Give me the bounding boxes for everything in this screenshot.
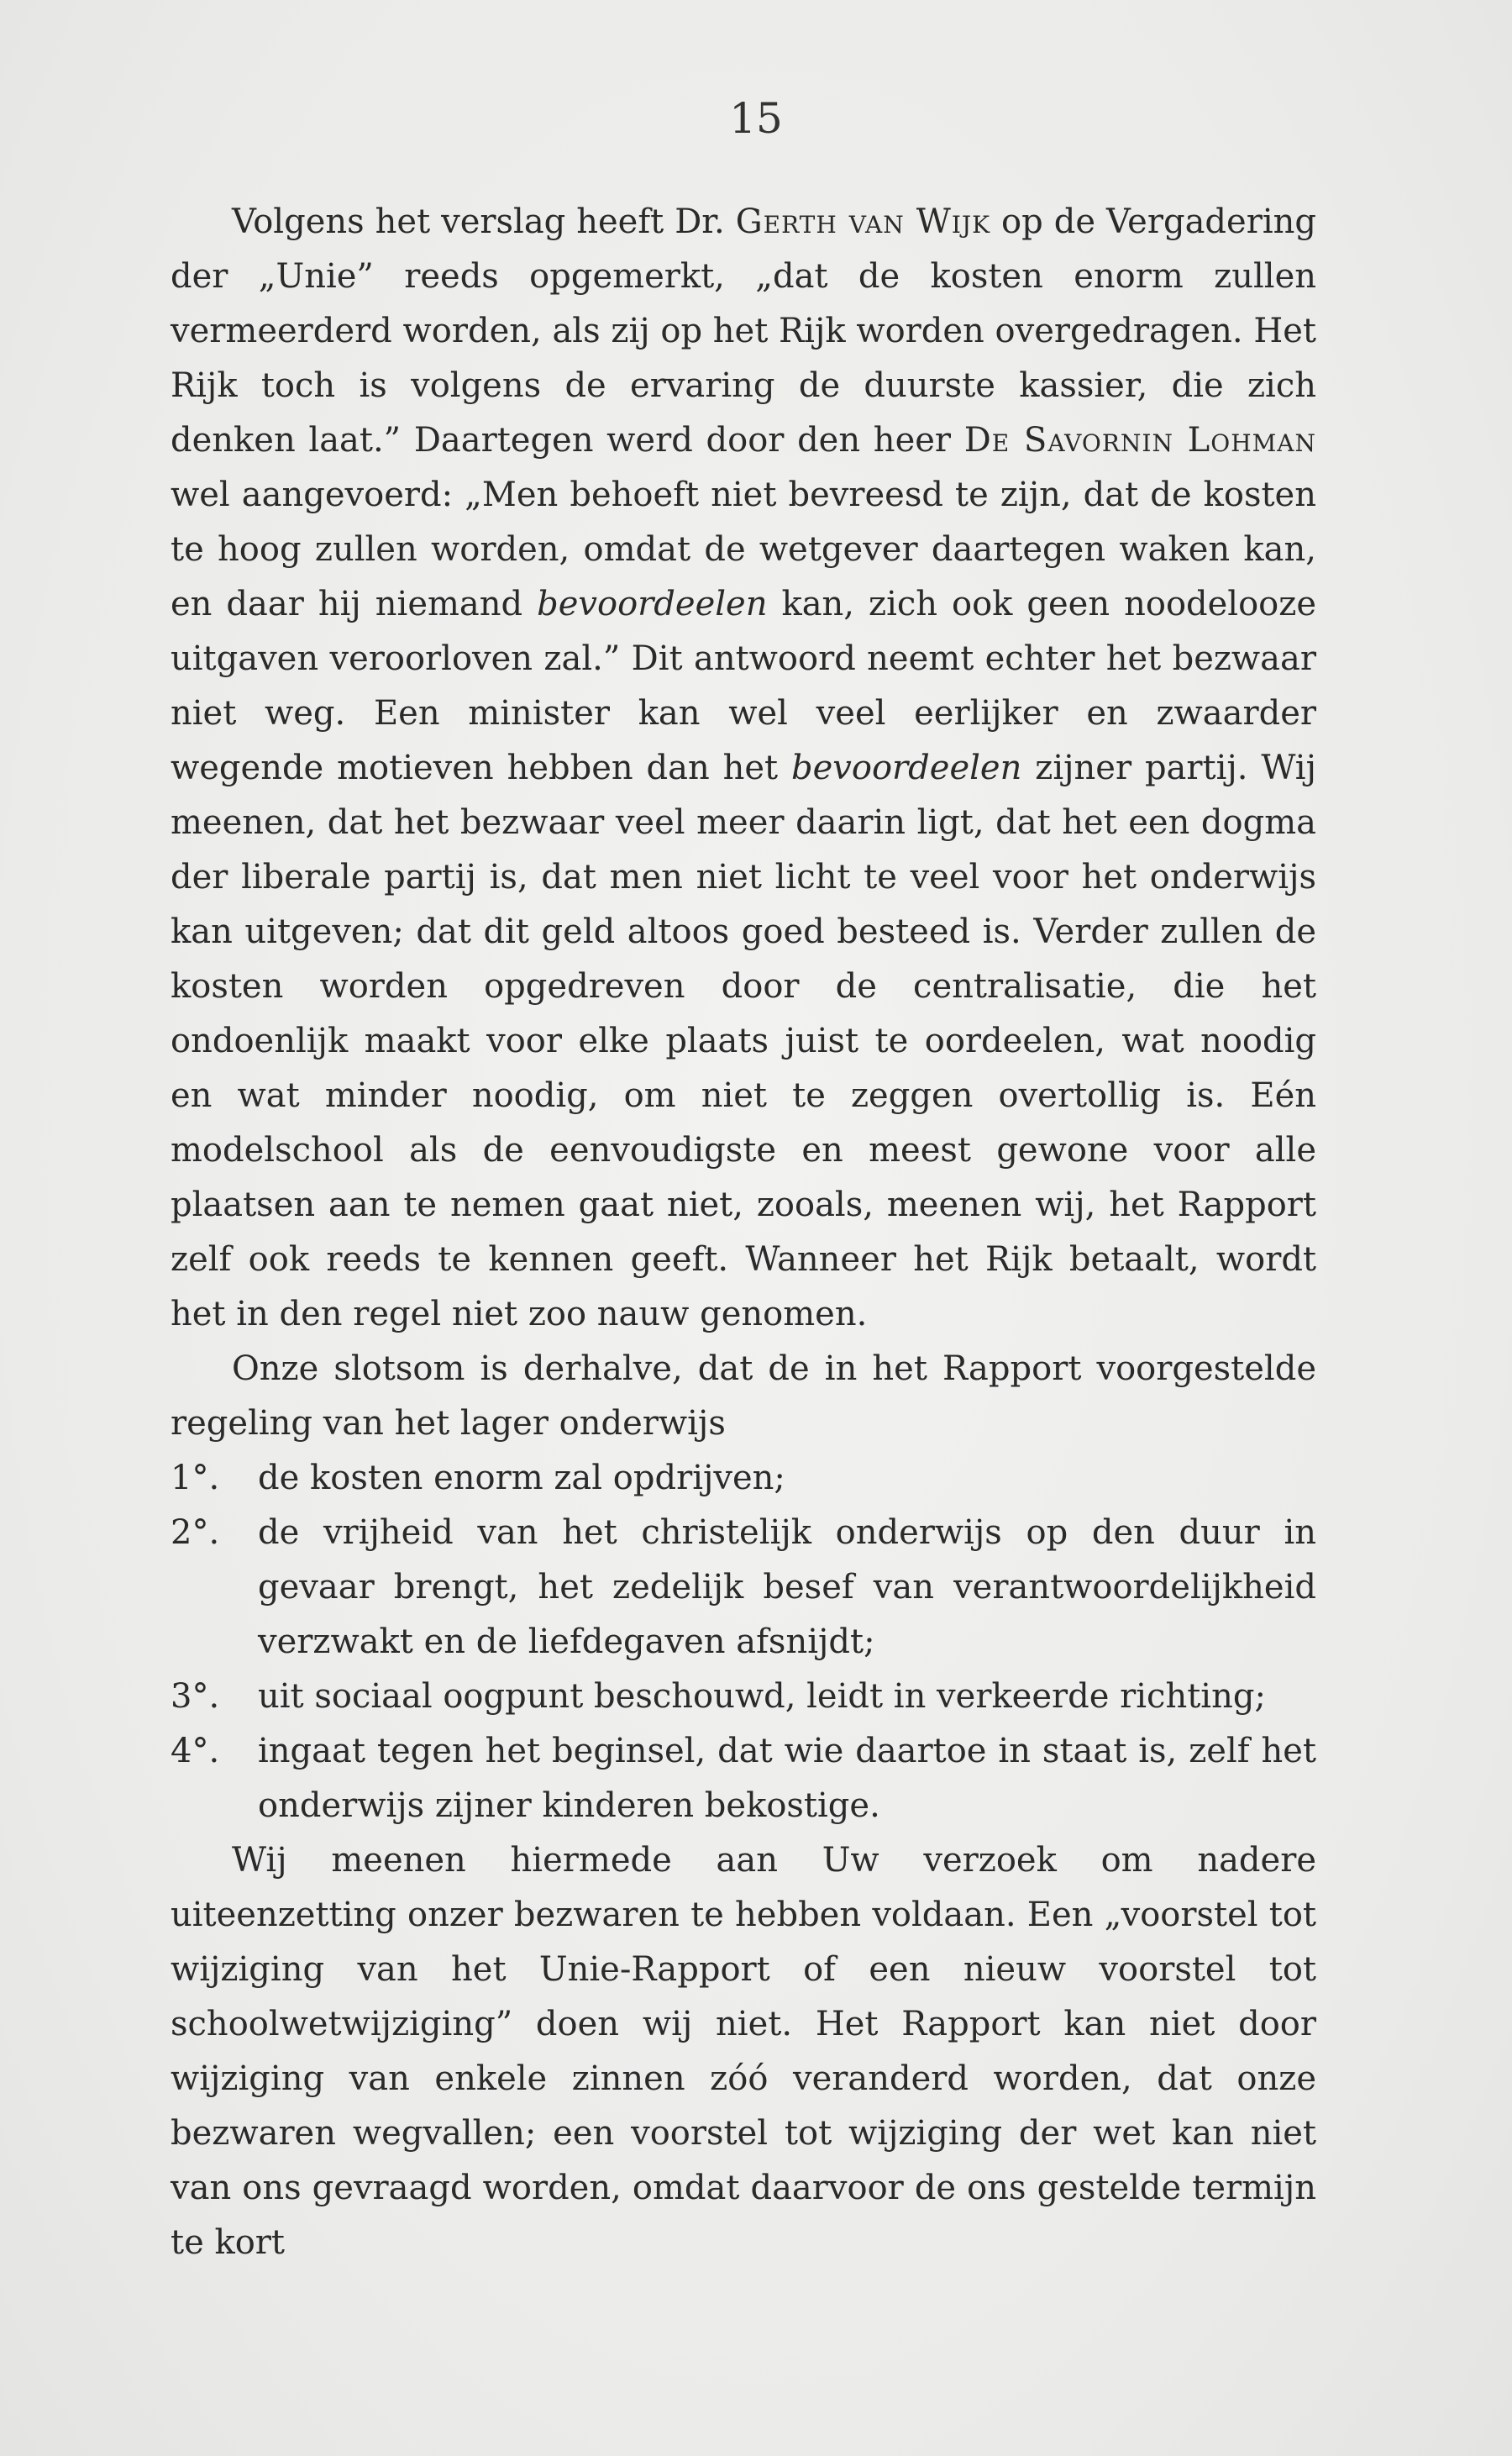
list-number: 3°. [171,1677,220,1716]
paragraph-2: Onze slotsom is derhalve, dat de in het Rapport voorgestelde regeling van het lager onderwijs [171,1349,1316,1443]
list-item [171,1724,1316,1833]
list-number: 2°. [171,1513,220,1552]
person-name: Gerth van Wijk [735,202,991,241]
list-item [171,1506,1316,1670]
list-item [171,1670,1316,1724]
text-run: Volgens het verslag heeft Dr. [232,202,736,241]
list-number: 4°. [171,1732,220,1770]
list-text: ingaat tegen het beginsel, dat wie daartoe in staat is, zelf het onderwijs zijner kinderen bekostige. [258,1732,1316,1825]
emphasis: bevoordeelen [537,585,768,623]
body-text [171,195,1316,2270]
list-number: 1°. [171,1459,220,1497]
page-number: 15 [729,94,783,143]
list-text: de vrijheid van het christelijk onderwijs op den duur in gevaar brengt, het zedelijk besef van verantwoordelijkheid verzwakt en de liefdegaven afsnijdt; [258,1513,1316,1661]
list-text: de kosten enorm zal opdrijven; [258,1459,785,1497]
paragraph-1 [171,195,1316,1342]
text-run: kan, zich ook geen noodelooze uitgaven veroorloven zal.” Dit antwoord neemt echter het bezwaar niet weg. Een minister kan wel veel eerlijker en zwaarder wegende motieven hebben dan het [171,585,1317,787]
person-name: De Savornin Lohman [963,421,1317,460]
list-text: uit sociaal oogpunt beschouwd, leidt in verkeerde richting; [258,1677,1266,1716]
emphasis: bevoordeelen [791,749,1022,787]
text-run: zijner partij. Wij meenen, dat het bezwaar veel meer daarin ligt, dat het een dogma der liberale partij is, dat men niet licht te veel voor het onderwijs kan uitgeven; dat dit geld altoos goed besteed is. Verder zullen de kosten worden opgedreven door de centralisatie, die het ondoenlijk maakt voor elke plaats juist te oordeelen, wat noodig en wat minder noodig, om niet te zeggen overtollig is. Eén modelschool als de eenvoudigste en meest gewone voor alle plaatsen aan te nemen gaat niet, zooals, meenen wij, het Rapport zelf ook reeds te kennen geeft. Wanneer het Rijk betaalt, wordt het in den regel niet zoo nauw genomen. [171,749,1316,1333]
paragraph-3: Wij meenen hiermede aan Uw verzoek om nadere uiteenzetting onzer bezwaren te hebben voldaan. Een „voorstel tot wijziging van het Unie-Rapport of een nieuw voorstel tot schoolwetwijziging” doen wij niet. Het Rapport kan niet door wijziging van enkele zinnen zóó veranderd worden, dat onze bezwaren wegvallen; een voorstel tot wijziging der wet kan niet van ons gevraagd worden, omdat daarvoor de ons gestelde termijn te kort [171,1841,1316,2262]
text-run: wel aangevoerd: „Men behoeft niet bevreesd te zijn, dat de kosten te hoog zullen worden, omdat de wetgever daartegen waken kan, en daar hij niemand [171,476,1316,623]
text-run: op de Vergadering der „Unie” reeds opgemerkt, „dat de kosten enorm zullen vermeerderd worden, als zij op het Rijk worden overgedragen. Het Rijk toch is volgens de ervaring de duurste kassier, die zich denken laat.” Daartegen werd door den heer [171,202,1316,460]
list-item [171,1451,1316,1506]
